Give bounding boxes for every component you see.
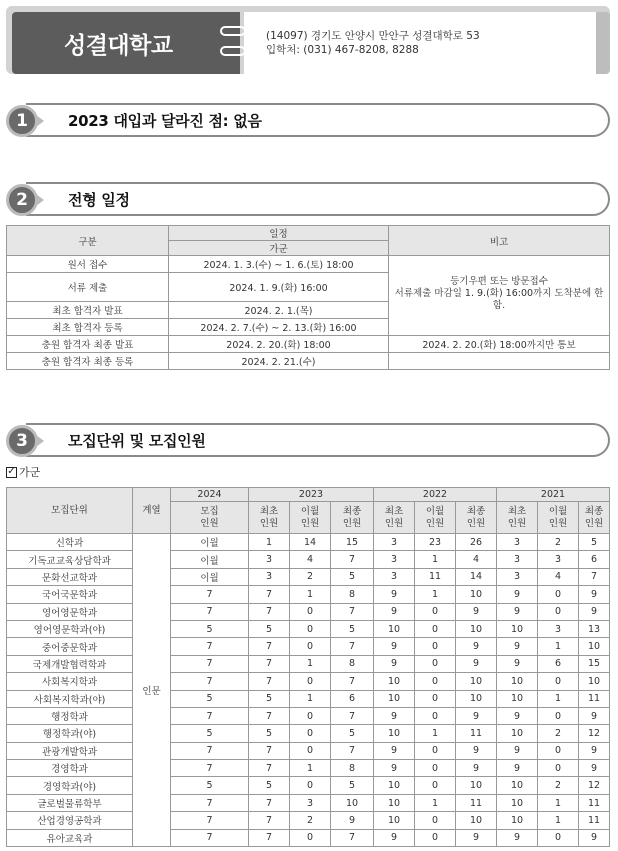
count-cell: 15: [579, 655, 610, 672]
count-cell: 7: [249, 707, 290, 724]
count-cell: 10: [456, 777, 497, 794]
row-item: 충원 합격자 최종 발표: [7, 336, 169, 353]
table-row: [7, 586, 610, 603]
table-row: [7, 603, 610, 620]
count-cell: 0: [415, 690, 456, 707]
dept-name: 사회복지학과: [7, 673, 133, 690]
count-cell: 5: [331, 777, 374, 794]
count-cell: 4: [290, 551, 331, 568]
dept-name: 산업경영공학과: [7, 812, 133, 829]
count-cell: 1: [290, 690, 331, 707]
section-heading-1: [6, 103, 610, 139]
count-cell: 11: [415, 568, 456, 585]
count-cell: 9: [456, 707, 497, 724]
count-cell: 1: [538, 690, 579, 707]
header-final: 최종 인원: [579, 502, 610, 534]
ga-checkbox: [6, 464, 40, 480]
count-cell: 9: [579, 707, 610, 724]
count-cell: 5: [331, 725, 374, 742]
count-cell: 0: [415, 655, 456, 672]
header-transfer: 이월 인원: [290, 502, 331, 534]
count-cell: 3: [374, 551, 415, 568]
table-row: [7, 829, 610, 846]
header-banner: [6, 6, 610, 74]
count-cell: 9: [456, 638, 497, 655]
count-cell: 7: [331, 603, 374, 620]
count-cell: 5: [249, 690, 290, 707]
count-cell: 10: [497, 725, 538, 742]
row-date: 2024. 1. 9.(화) 16:00: [169, 273, 389, 302]
count-cell: 1: [538, 638, 579, 655]
row-note: [389, 256, 610, 336]
count-cell: 0: [415, 760, 456, 777]
count-cell: 0: [290, 638, 331, 655]
section-heading-3: [6, 423, 610, 459]
count-cell: 5: [249, 725, 290, 742]
count-cell: 11: [579, 690, 610, 707]
table-row: [7, 256, 610, 273]
count-cell: 11: [579, 812, 610, 829]
count-cell: 7: [249, 603, 290, 620]
note-line: 서류제출 마감일 1. 9.(화) 16:00까지 도착분에 한함.: [394, 288, 604, 311]
count-cell: 10: [497, 777, 538, 794]
count-cell: 0: [290, 603, 331, 620]
count-cell: 2: [538, 534, 579, 551]
count-cell: 7: [171, 812, 249, 829]
count-cell: 7: [331, 742, 374, 759]
count-cell: 3: [374, 534, 415, 551]
dept-name: 경영학과: [7, 760, 133, 777]
count-cell: 7: [331, 707, 374, 724]
count-cell: 이월: [171, 551, 249, 568]
table-row: [7, 725, 610, 742]
count-cell: 9: [497, 760, 538, 777]
count-cell: 13: [579, 620, 610, 637]
count-cell: 0: [538, 586, 579, 603]
dept-name: 중어중문학과: [7, 638, 133, 655]
count-cell: 1: [290, 760, 331, 777]
table-row: [7, 655, 610, 672]
count-cell: 0: [290, 742, 331, 759]
count-cell: 9: [456, 742, 497, 759]
count-cell: 3: [249, 568, 290, 585]
count-cell: 7: [171, 586, 249, 603]
count-cell: 9: [497, 586, 538, 603]
count-cell: 7: [249, 794, 290, 811]
count-cell: 7: [249, 655, 290, 672]
count-cell: 4: [456, 551, 497, 568]
table-row: [7, 336, 610, 353]
count-cell: 10: [374, 620, 415, 637]
count-cell: 10: [456, 812, 497, 829]
count-cell: 9: [579, 603, 610, 620]
count-cell: 0: [415, 707, 456, 724]
table-row: [7, 794, 610, 811]
count-cell: 0: [415, 829, 456, 846]
row-item: 원서 접수: [7, 256, 169, 273]
count-cell: 1: [290, 586, 331, 603]
count-cell: 9: [579, 829, 610, 846]
count-cell: 9: [374, 742, 415, 759]
count-cell: 0: [415, 620, 456, 637]
count-cell: 10: [331, 794, 374, 811]
count-cell: 5: [171, 620, 249, 637]
count-cell: 0: [290, 829, 331, 846]
row-item: 충원 합격자 최종 등록: [7, 353, 169, 370]
row-date: 2024. 2. 21.(수): [169, 353, 389, 370]
count-cell: 9: [497, 603, 538, 620]
count-cell: 9: [374, 829, 415, 846]
count-cell: 7: [171, 655, 249, 672]
table-row: [7, 760, 610, 777]
row-date: 2024. 2. 1.(목): [169, 302, 389, 319]
contact-info: [244, 12, 602, 74]
header-final: 최종 인원: [456, 502, 497, 534]
row-date: 2024. 1. 3.(수) ~ 1. 6.(토) 18:00: [169, 256, 389, 273]
count-cell: 9: [579, 760, 610, 777]
schedule-table: [6, 225, 610, 370]
count-cell: 6: [331, 690, 374, 707]
count-cell: 9: [579, 586, 610, 603]
dept-name: 신학과: [7, 534, 133, 551]
header-recruit: 모집 인원: [171, 502, 249, 534]
count-cell: 1: [415, 586, 456, 603]
count-cell: 2: [290, 568, 331, 585]
count-cell: 2: [538, 777, 579, 794]
dept-name: 관광개발학과: [7, 742, 133, 759]
count-cell: 11: [456, 794, 497, 811]
count-cell: 9: [579, 742, 610, 759]
count-cell: 5: [171, 777, 249, 794]
header-unit: 모집단위: [7, 488, 133, 534]
checkbox-checked-icon: ✓: [7, 465, 16, 477]
count-cell: 0: [415, 638, 456, 655]
count-cell: 0: [538, 829, 579, 846]
count-cell: 3: [374, 568, 415, 585]
count-cell: 10: [456, 673, 497, 690]
header-year-2023: 2023: [249, 488, 374, 502]
count-cell: 9: [374, 603, 415, 620]
count-cell: 9: [497, 638, 538, 655]
count-cell: 7: [171, 603, 249, 620]
count-cell: 9: [374, 586, 415, 603]
count-cell: 10: [497, 620, 538, 637]
count-cell: 14: [456, 568, 497, 585]
count-cell: 7: [171, 707, 249, 724]
count-cell: 10: [456, 586, 497, 603]
row-date: 2024. 2. 20.(화) 18:00: [169, 336, 389, 353]
count-cell: 0: [415, 603, 456, 620]
section-number-badge: 1: [6, 105, 38, 137]
table-row: [7, 742, 610, 759]
count-cell: 5: [249, 777, 290, 794]
count-cell: 1: [290, 655, 331, 672]
row-item: 서류 제출: [7, 273, 169, 302]
recruitment-table: [6, 487, 610, 847]
field-cell: 인문: [133, 534, 171, 847]
count-cell: 9: [331, 812, 374, 829]
count-cell: 10: [374, 673, 415, 690]
count-cell: 7: [331, 551, 374, 568]
count-cell: 0: [290, 777, 331, 794]
count-cell: 1: [249, 534, 290, 551]
header-year-2024: 2024: [171, 488, 249, 502]
section-number-badge: 2: [6, 184, 38, 216]
count-cell: 7: [171, 794, 249, 811]
count-cell: 11: [579, 794, 610, 811]
header-year-2021: 2021: [497, 488, 610, 502]
count-cell: 5: [171, 690, 249, 707]
count-cell: 3: [538, 551, 579, 568]
count-cell: 7: [249, 760, 290, 777]
table-row: [7, 638, 610, 655]
count-cell: 0: [538, 673, 579, 690]
count-cell: 7: [331, 673, 374, 690]
count-cell: 0: [538, 760, 579, 777]
count-cell: 1: [538, 794, 579, 811]
table-row: [7, 777, 610, 794]
count-cell: 7: [331, 829, 374, 846]
section-title: 모집단위 및 모집인원: [68, 432, 206, 450]
dept-name: 문화선교학과: [7, 568, 133, 585]
count-cell: 11: [456, 725, 497, 742]
row-date: 2024. 2. 7.(수) ~ 2. 13.(화) 16:00: [169, 319, 389, 336]
count-cell: 10: [374, 794, 415, 811]
section-number-badge: 3: [6, 425, 38, 457]
count-cell: 12: [579, 777, 610, 794]
count-cell: 10: [456, 620, 497, 637]
dept-name: 사회복지학과(야): [7, 690, 133, 707]
count-cell: 9: [456, 760, 497, 777]
section-title: 전형 일정: [68, 191, 130, 209]
header-transfer: 이월 인원: [538, 502, 579, 534]
count-cell: 0: [415, 777, 456, 794]
count-cell: 9: [374, 655, 415, 672]
note-line: 등기우편 또는 방문접수: [450, 276, 548, 287]
address-text: (14097) 경기도 안양시 만안구 성결대학로 53: [266, 30, 480, 42]
count-cell: 0: [415, 673, 456, 690]
table-row: [7, 620, 610, 637]
count-cell: 0: [538, 707, 579, 724]
count-cell: 3: [497, 551, 538, 568]
header-note: 비고: [389, 226, 610, 256]
dept-name: 영어영문학과: [7, 603, 133, 620]
dept-name: 글로벌물류학부: [7, 794, 133, 811]
table-row: [7, 690, 610, 707]
dept-name: 경영학과(야): [7, 777, 133, 794]
count-cell: 7: [249, 638, 290, 655]
count-cell: 10: [497, 794, 538, 811]
header-category: 구분: [7, 226, 169, 256]
count-cell: 10: [374, 812, 415, 829]
count-cell: 7: [249, 829, 290, 846]
count-cell: 0: [538, 603, 579, 620]
count-cell: 1: [538, 812, 579, 829]
dept-name: 행정학과: [7, 707, 133, 724]
university-name: 성결대학교: [12, 12, 240, 74]
dept-name: 국제개발협력학과: [7, 655, 133, 672]
count-cell: 0: [415, 812, 456, 829]
section-title: 2023 대입과 달라진 점: 없음: [68, 112, 262, 130]
count-cell: 10: [374, 725, 415, 742]
header-initial: 최초 인원: [374, 502, 415, 534]
header-ga: 가군: [169, 241, 389, 256]
table-row: [7, 812, 610, 829]
count-cell: 9: [456, 655, 497, 672]
count-cell: 10: [456, 690, 497, 707]
count-cell: 3: [538, 620, 579, 637]
row-note: [389, 353, 610, 370]
count-cell: 1: [415, 551, 456, 568]
count-cell: 9: [497, 707, 538, 724]
dept-name: 유아교육과: [7, 829, 133, 846]
count-cell: 3: [497, 568, 538, 585]
count-cell: 7: [171, 673, 249, 690]
count-cell: 26: [456, 534, 497, 551]
header-initial: 최초 인원: [249, 502, 290, 534]
count-cell: 10: [497, 812, 538, 829]
count-cell: 10: [579, 673, 610, 690]
header-initial: 최초 인원: [497, 502, 538, 534]
checkbox-label: 가군: [19, 466, 41, 479]
count-cell: 7: [249, 673, 290, 690]
count-cell: 7: [331, 638, 374, 655]
count-cell: 15: [331, 534, 374, 551]
count-cell: 6: [579, 551, 610, 568]
count-cell: 7: [249, 812, 290, 829]
binder-ring-icon: [220, 26, 246, 36]
count-cell: 9: [497, 742, 538, 759]
row-item: 최초 합격자 발표: [7, 302, 169, 319]
count-cell: 8: [331, 655, 374, 672]
binder-ring-icon: [220, 46, 246, 56]
count-cell: 5: [331, 568, 374, 585]
table-row: [7, 551, 610, 568]
count-cell: 7: [171, 742, 249, 759]
dept-name: 국어국문학과: [7, 586, 133, 603]
count-cell: 4: [538, 568, 579, 585]
header-transfer: 이월 인원: [415, 502, 456, 534]
count-cell: 9: [497, 829, 538, 846]
count-cell: 5: [331, 620, 374, 637]
count-cell: 10: [374, 777, 415, 794]
count-cell: 9: [456, 603, 497, 620]
count-cell: 7: [171, 829, 249, 846]
count-cell: 8: [331, 760, 374, 777]
count-cell: 1: [415, 794, 456, 811]
count-cell: 23: [415, 534, 456, 551]
count-cell: 1: [415, 725, 456, 742]
count-cell: 0: [415, 742, 456, 759]
count-cell: 2: [290, 812, 331, 829]
section-heading-2: [6, 182, 610, 218]
count-cell: 0: [290, 725, 331, 742]
count-cell: 7: [579, 568, 610, 585]
count-cell: 3: [497, 534, 538, 551]
count-cell: 9: [456, 829, 497, 846]
row-item: 최초 합격자 등록: [7, 319, 169, 336]
header-final: 최종 인원: [331, 502, 374, 534]
count-cell: 9: [374, 707, 415, 724]
count-cell: 10: [497, 690, 538, 707]
count-cell: 3: [290, 794, 331, 811]
banner-tab: [596, 12, 610, 74]
header-year-2022: 2022: [374, 488, 497, 502]
count-cell: 0: [290, 673, 331, 690]
count-cell: 3: [249, 551, 290, 568]
count-cell: 9: [374, 638, 415, 655]
count-cell: 5: [249, 620, 290, 637]
count-cell: 7: [249, 742, 290, 759]
table-row: [7, 534, 610, 551]
row-note: 2024. 2. 20.(화) 18:00까지만 통보: [389, 336, 610, 353]
dept-name: 행정학과(야): [7, 725, 133, 742]
count-cell: 9: [497, 655, 538, 672]
count-cell: 0: [290, 620, 331, 637]
count-cell: 0: [538, 742, 579, 759]
count-cell: 5: [171, 725, 249, 742]
count-cell: 12: [579, 725, 610, 742]
table-row: [7, 353, 610, 370]
dept-name: 영어영문학과(야): [7, 620, 133, 637]
header-field: 계열: [133, 488, 171, 534]
table-row: [7, 673, 610, 690]
count-cell: 5: [579, 534, 610, 551]
count-cell: 7: [171, 638, 249, 655]
count-cell: 2: [538, 725, 579, 742]
count-cell: 10: [374, 690, 415, 707]
count-cell: 7: [249, 586, 290, 603]
count-cell: 6: [538, 655, 579, 672]
count-cell: 10: [579, 638, 610, 655]
phone-text: 입학처: (031) 467-8208, 8288: [266, 44, 419, 56]
count-cell: 9: [374, 760, 415, 777]
count-cell: 14: [290, 534, 331, 551]
count-cell: 이월: [171, 568, 249, 585]
count-cell: 0: [290, 707, 331, 724]
count-cell: 이월: [171, 534, 249, 551]
count-cell: 10: [497, 673, 538, 690]
table-row: [7, 568, 610, 585]
dept-name: 기독교교육상담학과: [7, 551, 133, 568]
count-cell: 8: [331, 586, 374, 603]
count-cell: 7: [171, 760, 249, 777]
header-schedule: 일정: [169, 226, 389, 241]
table-row: [7, 707, 610, 724]
